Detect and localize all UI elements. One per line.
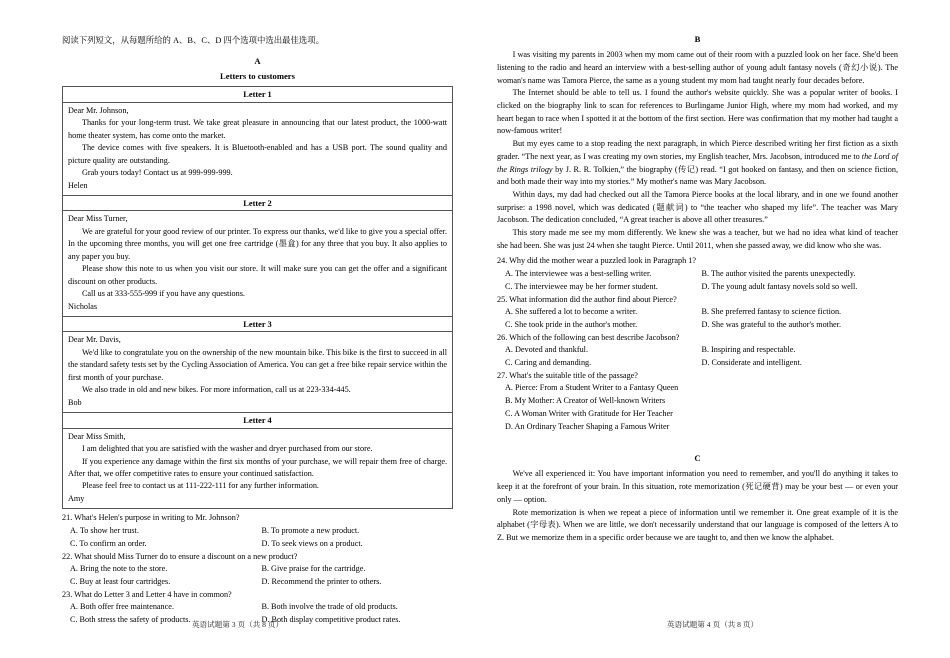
passage-paragraph: This story made me see my mom differently. We knew she was a teacher, but we had no idea what kind of teacher she had been. She was just 24 when she taught Pierce. Until 2011, when she passed away, we did know who she was.: [497, 228, 898, 250]
passage-paragraph: I was visiting my parents in 2003 when my mom came out of their room with a puzzled look on her face. She'd been listening to the radio and heard an interview with a best-selling author of young adult fantasy novels (奇幻小说). The woman's name was Tamora Pierce, the same as a young student my mom had taught nearly four decades before.: [497, 50, 898, 85]
question-stem: 23. What do Letter 3 and Letter 4 have in common?: [62, 589, 232, 599]
letter-paragraph: Call us at 333-555-999 if you have any questions.: [81, 289, 245, 299]
letter-paragraph: I am delighted that you are satisfied with the washer and dryer purchased from our store.: [81, 444, 373, 454]
option-c[interactable]: C. Caring and demanding.: [505, 358, 592, 368]
question-stem: 21. What's Helen's purpose in writing to Mr. Johnson?: [62, 513, 240, 523]
page-footer: [0, 620, 950, 640]
letter-signature: Amy: [68, 493, 85, 503]
footer-page-right: 英语试题第 4 页（共 8 页）: [666, 620, 759, 629]
option-a[interactable]: A. She suffered a lot to become a writer.: [505, 307, 638, 317]
letter-block: [63, 87, 452, 195]
passage-b-questions: [497, 255, 898, 433]
letter-signature: Helen: [68, 180, 88, 190]
letter-heading: Letter 3: [63, 317, 452, 332]
option-a[interactable]: A. Devoted and thankful.: [505, 345, 588, 355]
letter-paragraph: The device comes with five speakers. It is Bluetooth-enabled and has a USB port. The sound quality and picture quality are outstanding.: [68, 143, 447, 165]
letter-block: [63, 412, 452, 508]
question-options: [497, 344, 898, 369]
option-d[interactable]: D. She was grateful to the author's mother.: [701, 319, 841, 329]
option-b[interactable]: B. Give praise for the cartridge.: [261, 564, 366, 574]
letter-signature: Bob: [68, 397, 82, 407]
option-c[interactable]: C. A Woman Writer with Gratitude for Her Teacher: [505, 408, 673, 418]
letter-paragraph: Please feel free to contact us at 111-222-111 for any further information.: [81, 481, 319, 491]
passage-paragraph: The Internet should be able to tell us. I found the author's website quickly. She was a popular writer of books. I clicked on the biography link to scan for references to Burlingame Junior High, where my mom had worked, and my heart began to race when I spotted it at the bottom of the first section. Here was confirmation that my mother had taught a now-famous writer!: [497, 88, 898, 136]
option-b[interactable]: B. To promote a new product.: [261, 526, 360, 536]
letter-salutation: Dear Mr. Johnson,: [68, 105, 129, 115]
option-b[interactable]: B. She preferred fantasy to science fiction.: [701, 307, 842, 317]
option-a[interactable]: A. Pierce: From a Student Writer to a Fantasy Queen: [505, 383, 679, 393]
section-spacer: [497, 433, 898, 453]
option-d[interactable]: D. To seek views on a product.: [261, 538, 363, 548]
question-options: [62, 525, 453, 550]
letter-body: [63, 103, 452, 195]
passage-a-questions: [62, 512, 453, 626]
letter-paragraph: Thanks for your long-term trust. We take great pleasure in announcing that our latest product, the 1000-watt home theater system, has come onto the market.: [68, 118, 447, 140]
letter-heading: Letter 2: [63, 196, 452, 211]
letter-paragraph: If you experience any damage within the first six months of your purchase, we will repair them free of charge. After that, we offer competitive rates to ensure your continued satisfaction.: [68, 456, 447, 478]
letter-body: [63, 429, 452, 509]
passage-c-text: [497, 468, 898, 544]
question-stem: 25. What information did the author find about Pierce?: [497, 294, 677, 304]
letter-salutation: Dear Miss Turner,: [68, 214, 128, 224]
option-c[interactable]: C. She took pride in the author's mother.: [505, 319, 638, 329]
passage-paragraph: We've all experienced it: You have important information you need to remember, and you'll do anything it takes to keep it at the forefront of your brain. In this situation, rote memorization (死记硬背) may be your best — or even your only — option.: [497, 469, 898, 504]
option-a[interactable]: A. To show her trust.: [70, 526, 139, 536]
question-options: [497, 306, 898, 331]
option-d[interactable]: D. Both display competitive product rates.: [261, 615, 401, 625]
right-column: [475, 0, 950, 610]
passage-a-title: Letters to customers: [220, 71, 295, 82]
option-c[interactable]: C. Buy at least four cartridges.: [70, 576, 171, 586]
passage-b-letter: B: [694, 34, 701, 44]
option-d[interactable]: D. Recommend the printer to others.: [261, 576, 382, 586]
letter-body: [63, 211, 452, 316]
option-b[interactable]: B. Inspiring and respectable.: [701, 345, 796, 355]
passage-b-text: [497, 49, 898, 252]
option-d[interactable]: D. An Ordinary Teacher Shaping a Famous Writer: [505, 421, 670, 431]
question-options: [497, 268, 898, 293]
question-options: [62, 563, 453, 588]
option-c[interactable]: C. Both stress the safety of products.: [70, 615, 191, 625]
letter-paragraph: Please show this note to us when you visit our store. It will make sure you can get the offer and a significant discount on other products.: [68, 264, 447, 286]
letter-heading: Letter 4: [63, 413, 452, 428]
letter-signature: Nicholas: [68, 301, 98, 311]
letter-body: [63, 332, 452, 412]
option-c[interactable]: C. The interviewee may be her former student.: [505, 281, 658, 291]
question-stem: 22. What should Miss Turner do to ensure a discount on a new product?: [62, 551, 298, 561]
option-c[interactable]: C. To confirm an order.: [70, 538, 147, 548]
option-a[interactable]: A. Both offer free maintenance.: [70, 602, 174, 612]
option-d[interactable]: D. Considerate and intelligent.: [701, 358, 802, 368]
letter-salutation: Dear Mr. Davis,: [68, 335, 121, 345]
letter-block: [63, 316, 452, 412]
passage-a-letter: A: [254, 56, 261, 67]
option-b[interactable]: B. Both involve the trade of old products.: [261, 602, 398, 612]
book-title: the Lord of the Rings trilogy: [497, 151, 898, 174]
option-d[interactable]: D. The young adult fantasy novels sold so well.: [701, 281, 858, 291]
letter-paragraph: We'd like to congratulate you on the ownership of the new mountain bike. This bike is the first to succeed in all the standard safety tests set by the Cycling Association of America. You can get a free bike repair service within the first month of your purchase.: [68, 347, 447, 382]
reading-instruction: 阅读下列短文，从每题所给的 A、B、C、D 四个选项中选出最佳选项。: [62, 36, 324, 45]
question-stem: 27. What's the suitable title of the passage?: [497, 370, 638, 380]
letter-salutation: Dear Miss Smith,: [68, 431, 126, 441]
footer-page-left: 英语试题第 3 页（共 8 页）: [191, 620, 284, 629]
option-a[interactable]: A. The interviewee was a best-selling writer.: [505, 269, 652, 279]
letter-paragraph: We also trade in old and new bikes. For more information, call us at 223-334-445.: [81, 385, 351, 395]
letter-heading: Letter 1: [63, 87, 452, 102]
question-stem: 24. Why did the mother wear a puzzled look in Paragraph 1?: [497, 256, 697, 266]
question-options: [497, 382, 898, 433]
letter-block: [63, 195, 452, 316]
letter-paragraph: Grab yours today! Contact us at 999-999-999.: [81, 168, 233, 178]
passage-paragraph: Within days, my dad had checked out all the Tamora Pierce books at the local library, and in one we found another surprise: a 1998 novel, which was dedicated (题献词) to “the teacher who shaped my life”. The teacher was Mary Jacobson. The dedication concluded, “A great teacher is above all other treasures.”: [497, 189, 898, 225]
passage-c-letter: C: [694, 453, 701, 464]
passage-paragraph: But my eyes came to a stop reading the next paragraph, in which Pierce described writing her first fiction as a sixth grader. “The next year, as I was creating my own stories, my English teacher, Mrs. Jacobson, introduced me to the Lord of the Rings trilogy by J. R. R. Tolkien,” the biography (传记) read. “I got hooked on fantasy, and then on science fiction, and both made their way into my stories.” My mother's name was Mary Jacobson.: [497, 139, 898, 187]
passage-paragraph: Rote memorization is when we repeat a piece of information until we remember it. One great example of it is the alphabet (字母表). When we are little, we don't necessarily understand that our language is composed of the letters A to Z. But we memorize them in a specific order because we are taught to, and then we know the alphabet.: [497, 507, 898, 542]
option-b[interactable]: B. The author visited the parents unexpectedly.: [701, 269, 856, 279]
letters-box: [62, 86, 453, 509]
question-stem: 26. Which of the following can best describe Jacobson?: [497, 332, 680, 342]
letter-paragraph: We are grateful for your good review of our printer. To express our thanks, we'd like to give you a special offer. In the upcoming three months, you will get one free cartridge (墨盒) for any three that you buy. It also applies to any paper you buy.: [68, 226, 447, 261]
option-b[interactable]: B. My Mother: A Creator of Well-known Writers: [505, 396, 666, 406]
option-a[interactable]: A. Bring the note to the store.: [70, 564, 168, 574]
